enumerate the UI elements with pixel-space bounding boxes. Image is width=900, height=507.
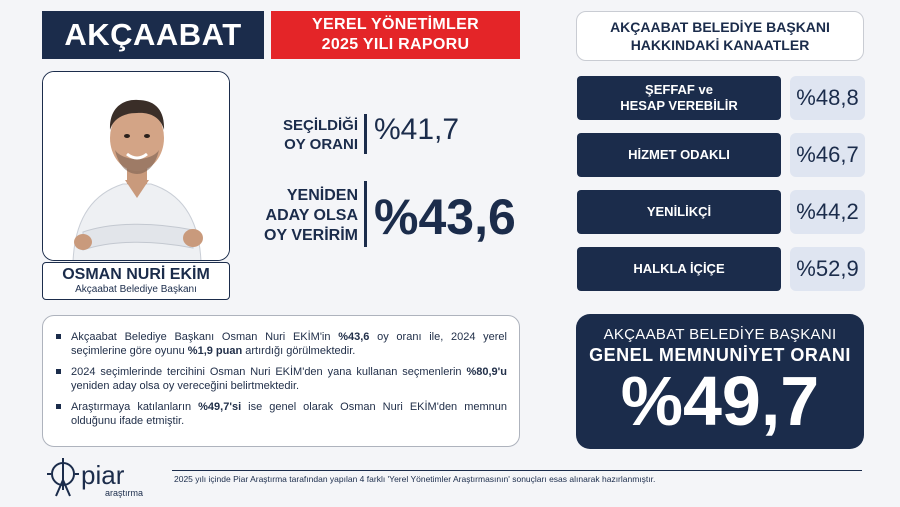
opinions-title (576, 11, 864, 61)
elected-vote-value: %41,7 (374, 113, 460, 146)
elected-vote-label-line2: OY ORANI (284, 136, 358, 153)
notes-box (42, 315, 520, 447)
opinion-label-line1: ŞEFFAF ve (645, 82, 713, 97)
opinion-value-transparent: %48,8 (790, 76, 865, 120)
mayor-name: OSMAN NURİ EKİM (62, 266, 210, 283)
again-vote-divider (364, 181, 367, 247)
again-vote-label-line1: YENİDEN (286, 187, 358, 204)
note-item: Araştırmaya katılanların %49,7'si ise genel olarak Osman Nuri EKİM'den memnun olduğunu ifade etmiştir. (53, 400, 507, 428)
elected-vote-label (258, 116, 358, 154)
piar-brand: piar (81, 460, 125, 490)
opinions-title-line2: HAKKINDAKİ KANAATLER (630, 37, 810, 53)
opinion-label-line2: HESAP VEREBİLİR (620, 98, 738, 113)
satisfaction-value: %49,7 (620, 362, 820, 440)
again-vote-label-line3: OY VERİRİM (264, 227, 358, 244)
report-title (271, 11, 520, 59)
mayor-name-plate (42, 262, 230, 300)
report-title-line2: 2025 YILI RAPORU (321, 36, 470, 53)
footer-note: 2025 yılı içinde Piar Araştırma tarafından yapılan 4 farklı 'Yerel Yönetimler Araştırmasının' sonuçları esas alınarak hazırlanmıştır. (174, 474, 656, 484)
footer-divider (172, 470, 862, 471)
again-vote-label (238, 186, 358, 246)
satisfaction-line2: GENEL MEMNUNİYET ORANI (589, 345, 851, 365)
piar-logo-icon (47, 456, 167, 500)
again-vote-value: %43,6 (374, 189, 516, 245)
opinion-label-innovative: YENİLİKÇİ (577, 190, 781, 234)
report-title-line1: YEREL YÖNETİMLER (312, 16, 479, 33)
note-item: Akçaabat Belediye Başkanı Osman Nuri EKİM'in %43,6 oy oranı ile, 2024 yerel seçimlerine göre oyunu %1,9 puan artırdığı görülmektedir. (53, 330, 507, 358)
again-vote-label-line2: ADAY OLSA (265, 207, 358, 224)
opinion-value-service: %46,7 (790, 133, 865, 177)
note-item: 2024 seçimlerinde tercihini Osman Nuri EKİM'den yana kullanan seçmenlerin %80,9'u yeniden aday olsa oy vereceğini belirtmektedir. (53, 365, 507, 393)
piar-brand-sub: araştırma (105, 488, 144, 498)
elected-vote-divider (364, 114, 367, 154)
satisfaction-panel (576, 314, 864, 449)
opinion-value-innovative: %44,2 (790, 190, 865, 234)
city-title: AKÇAABAT (42, 11, 264, 59)
elected-vote-label-line1: SEÇİLDİĞİ (282, 117, 358, 134)
piar-logo (47, 456, 167, 500)
satisfaction-line1: AKÇAABAT BELEDİYE BAŞKANI (603, 326, 837, 343)
opinion-label-public: HALKLA İÇİÇE (577, 247, 781, 291)
mayor-title: Akçaabat Belediye Başkanı (75, 284, 197, 295)
opinion-label-service: HİZMET ODAKLI (577, 133, 781, 177)
mayor-photo (43, 72, 230, 261)
opinions-title-line1: AKÇAABAT BELEDİYE BAŞKANI (610, 19, 830, 35)
opinion-label-transparent (577, 76, 781, 120)
opinion-value-public: %52,9 (790, 247, 865, 291)
mayor-photo-card (42, 71, 230, 261)
